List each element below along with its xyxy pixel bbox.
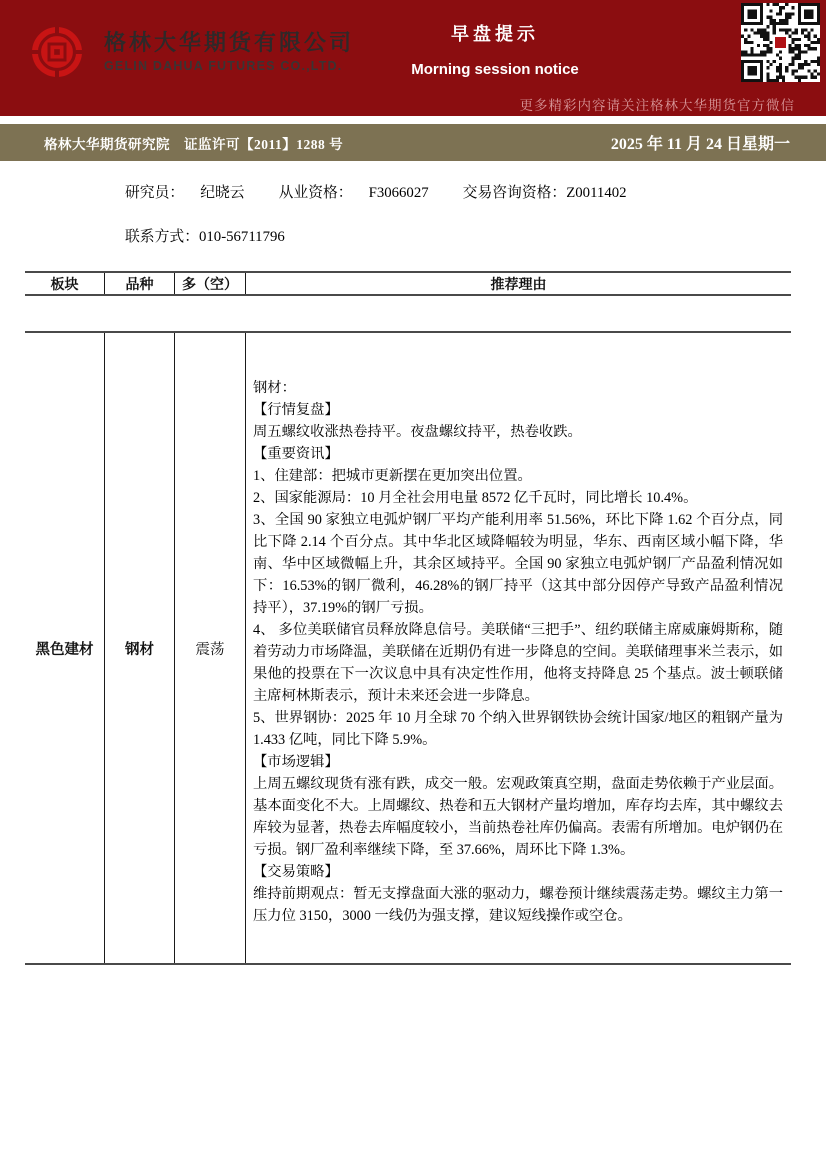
company-logo-icon	[31, 26, 83, 78]
notice-title-en: Morning session notice	[411, 61, 579, 78]
researcher-line	[125, 183, 627, 203]
report-date: 2025 年 11 月 24 日星期一	[610, 136, 790, 153]
advisory-label: 交易咨询资格：	[462, 185, 567, 201]
researcher-name: 纪晓云	[200, 185, 245, 201]
header-reason: 推荐理由	[245, 273, 791, 294]
info-bar	[0, 124, 826, 161]
table-header-row	[25, 271, 791, 296]
cell-direction: 震荡	[174, 333, 245, 963]
header-sector: 板块	[50, 277, 79, 293]
recommendation-table	[25, 271, 791, 965]
header-direction: 多（空）	[174, 273, 245, 294]
company-name-cn: 格林大华期货有限公司	[104, 30, 355, 55]
advisory-no: Z0011402	[566, 185, 627, 201]
contact-line	[125, 227, 627, 247]
wechat-note: 更多精彩内容请关注格林大华期货官方微信	[519, 98, 795, 113]
table-row	[25, 331, 791, 965]
contact-no: 010-56711796	[199, 229, 285, 245]
cell-sector: 黑色建材	[35, 641, 94, 658]
cell-variety: 钢材	[104, 333, 174, 963]
contact-label: 联系方式：	[125, 229, 199, 245]
researcher-label: 研究员：	[125, 185, 185, 201]
table-gap	[25, 296, 791, 331]
practice-no: F3066027	[368, 185, 429, 201]
top-banner	[0, 0, 826, 116]
qr-code	[741, 3, 820, 82]
cell-reason: 钢材： 【行情复盘】 周五螺纹收涨热卷持平。夜盘螺纹持平，热卷收跌。 【重要资讯】 1、住建部：把城市更新摆在更加突出位置。 2、国家能源局：10 月全社会用电量 8572 亿千瓦时，同比增长 10.4%。 3、全国 90 家独立电弧炉钢厂平均产能利用率 51.56%，环比下降 1.62 个百分点，同比下降 2.14 个百分点。其中华北区域降幅较为明显，华东、西南区域小幅下降，华南、华中区域微幅上升，其余区域持平。全国 90 家独立电弧炉钢厂产品盈利情况如下：16.53%的钢厂微利，46.28%的钢厂持平（这其中部分因停产导致产品盈利情况持平），37.19%的钢厂亏损。 4、 多位美联储官员释放降息信号。美联储“三把手”、纽约联储主席威廉姆斯称，随着劳动力市场降温，美联储在近期仍有进一步降息的空间。美联储理事米兰表示，如果他的投票在下一次议息中具有决定性作用，他将支持降息 25 个基点。波士顿联储主席柯林斯表示，预计未来还会进一步降息。 5、世界钢协：2025 年 10 月全球 70 个纳入世界钢铁协会统计国家/地区的粗钢产量为 1.433 亿吨，同比下降 5.9%。 【市场逻辑】 上周五螺纹现货有涨有跌，成交一般。宏观政策真空期，盘面走势依赖于产业层面。基本面变化不大。上周螺纹、热卷和五大钢材产量均增加，库存均去库，其中螺纹去库较为显著，热卷去库幅度较小，当前热卷社库仍偏高。表需有所增加。电炉钢仍在亏损。钢厂盈利率继续下降，至 37.66%，周环比下降 1.3%。 【交易策略】 维持前期观点：暂无支撑盘面大涨的驱动力，螺卷预计继续震荡走势。螺纹主力第一压力位 3150，3000 一线仍为强支撑，建议短线操作或空仓。	[245, 333, 791, 963]
notice-title-block	[395, 22, 595, 80]
header-variety: 品种	[104, 273, 174, 294]
research-institute-license: 格林大华期货研究院 证监许可【2011】1288 号	[44, 136, 344, 152]
notice-title-cn: 早盘提示	[451, 24, 539, 44]
researcher-block	[125, 183, 627, 247]
company-name-block	[104, 30, 354, 74]
company-name-en: GELIN DAHUA FUTURES CO.,LTD.	[104, 59, 343, 73]
practice-label: 从业资格：	[278, 185, 353, 201]
